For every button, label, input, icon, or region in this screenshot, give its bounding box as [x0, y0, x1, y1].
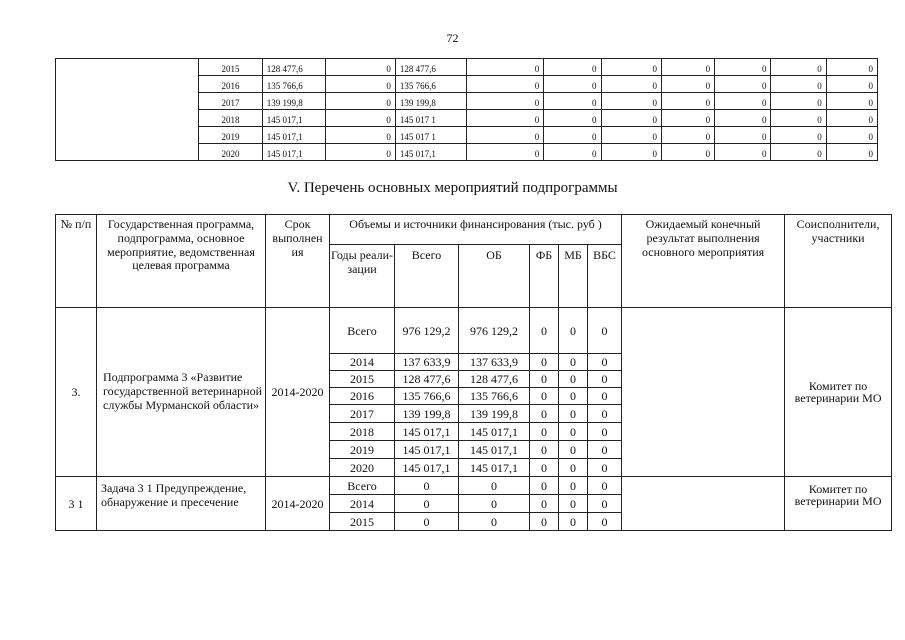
- continuation-zero: 0: [544, 76, 601, 93]
- sp-fb: 0: [530, 388, 559, 405]
- continuation-zero: 0: [715, 76, 771, 93]
- continuation-zero: 0: [715, 59, 771, 76]
- task-year: 2015: [330, 513, 395, 531]
- sp-mb: 0: [559, 405, 588, 423]
- continuation-row: [56, 59, 878, 76]
- continuation-table: [55, 58, 878, 161]
- sp-total: 137 633,9: [395, 354, 459, 371]
- activities-table: [55, 214, 892, 531]
- header-vbs: ВБС: [588, 245, 622, 308]
- sp-vbs: 0: [588, 459, 622, 477]
- sp-ob: 976 129,2: [459, 308, 530, 354]
- continuation-zero: 0: [467, 59, 544, 76]
- continuation-year: 2020: [199, 144, 262, 161]
- task-fb: 0: [530, 513, 559, 531]
- continuation-zero: 0: [715, 93, 771, 110]
- task-vbs: 0: [588, 477, 622, 495]
- sp-fb: 0: [530, 308, 559, 354]
- continuation-zero: 0: [715, 110, 771, 127]
- task-year: Всего: [330, 477, 395, 495]
- continuation-col: 0: [326, 59, 396, 76]
- continuation-ob: 128 477,6: [395, 59, 467, 76]
- sp-total: 145 017,1: [395, 423, 459, 441]
- continuation-zero: 0: [661, 76, 714, 93]
- task-total: 0: [395, 495, 459, 513]
- continuation-col: 0: [326, 93, 396, 110]
- continuation-zero: 0: [467, 110, 544, 127]
- continuation-ob: 145 017 1: [395, 110, 467, 127]
- task-vbs: 0: [588, 513, 622, 531]
- sp-vbs: 0: [588, 308, 622, 354]
- continuation-zero: 0: [826, 59, 877, 76]
- sp-mb: 0: [559, 354, 588, 371]
- sp-vbs: 0: [588, 388, 622, 405]
- task-total: 0: [395, 477, 459, 495]
- task-result: [622, 477, 785, 531]
- continuation-zero: 0: [544, 127, 601, 144]
- continuation-zero: 0: [771, 110, 826, 127]
- continuation-zero: 0: [601, 110, 661, 127]
- task-ob: 0: [459, 513, 530, 531]
- continuation-zero: 0: [826, 144, 877, 161]
- task-mb: 0: [559, 477, 588, 495]
- sp-total: 976 129,2: [395, 308, 459, 354]
- continuation-total: 135 766,6: [262, 76, 325, 93]
- sp-ob: 128 477,6: [459, 371, 530, 388]
- sp-vbs: 0: [588, 423, 622, 441]
- continuation-ob: 145 017 1: [395, 127, 467, 144]
- continuation-zero: 0: [601, 144, 661, 161]
- subprogram-name: Подпрограмма 3 «Развитие государственной ветеринарной службы Мурманской области»: [97, 308, 266, 477]
- subprogram-num: 3.: [56, 308, 97, 477]
- header-num: № п/п: [56, 215, 97, 308]
- header-result: Ожидаемый конечный результат выполнения основного мероприятия: [622, 215, 785, 308]
- sp-vbs: 0: [588, 354, 622, 371]
- sp-fb: 0: [530, 441, 559, 459]
- continuation-zero: 0: [544, 93, 601, 110]
- sp-vbs: 0: [588, 405, 622, 423]
- header-term: Срок выполнен ия: [266, 215, 330, 308]
- header-total: Всего: [395, 245, 459, 308]
- header-coexecutors: Соисполнители, участники: [785, 215, 892, 308]
- continuation-col: 0: [326, 76, 396, 93]
- continuation-zero: 0: [467, 76, 544, 93]
- continuation-zero: 0: [661, 127, 714, 144]
- sp-mb: 0: [559, 371, 588, 388]
- continuation-zero: 0: [661, 59, 714, 76]
- subprogram-term: 2014-2020: [266, 308, 330, 477]
- continuation-col: 0: [326, 144, 396, 161]
- sp-mb: 0: [559, 423, 588, 441]
- sp-year: 2020: [330, 459, 395, 477]
- task-ob: 0: [459, 477, 530, 495]
- task-num: 3 1: [56, 477, 97, 531]
- header-funding: Объемы и источники финансирования (тыс. руб ): [330, 215, 622, 245]
- sp-year: 2019: [330, 441, 395, 459]
- header-mb: МБ: [559, 245, 588, 308]
- continuation-zero: 0: [826, 110, 877, 127]
- task-total: 0: [395, 513, 459, 531]
- header-fb: ФБ: [530, 245, 559, 308]
- task-vbs: 0: [588, 495, 622, 513]
- continuation-zero: 0: [771, 59, 826, 76]
- sp-fb: 0: [530, 405, 559, 423]
- continuation-zero: 0: [715, 127, 771, 144]
- continuation-zero: 0: [661, 110, 714, 127]
- task-year: 2014: [330, 495, 395, 513]
- sp-total: 135 766,6: [395, 388, 459, 405]
- continuation-zero: 0: [467, 127, 544, 144]
- sp-vbs: 0: [588, 371, 622, 388]
- continuation-ob: 139 199,8: [395, 93, 467, 110]
- sp-ob: 145 017,1: [459, 459, 530, 477]
- continuation-year: 2019: [199, 127, 262, 144]
- sp-fb: 0: [530, 459, 559, 477]
- continuation-zero: 0: [826, 76, 877, 93]
- continuation-year: 2016: [199, 76, 262, 93]
- continuation-total: 139 199,8: [262, 93, 325, 110]
- continuation-year: 2017: [199, 93, 262, 110]
- sp-fb: 0: [530, 423, 559, 441]
- subprogram-coexecutors: Комитет по ветеринарии МО: [785, 308, 892, 477]
- task-coexecutors: Комитет по ветеринарии МО: [785, 477, 892, 531]
- continuation-total: 145 017,1: [262, 127, 325, 144]
- continuation-zero: 0: [601, 93, 661, 110]
- continuation-zero: 0: [771, 93, 826, 110]
- sp-vbs: 0: [588, 441, 622, 459]
- continuation-col: 0: [326, 127, 396, 144]
- continuation-zero: 0: [601, 127, 661, 144]
- task-fb: 0: [530, 477, 559, 495]
- sp-year: 2016: [330, 388, 395, 405]
- page-number: 72: [446, 31, 459, 45]
- task-term: 2014-2020: [266, 477, 330, 531]
- header-ob: ОБ: [459, 245, 530, 308]
- continuation-zero: 0: [467, 144, 544, 161]
- sp-year: 2015: [330, 371, 395, 388]
- sp-fb: 0: [530, 371, 559, 388]
- continuation-total: 128 477,6: [262, 59, 325, 76]
- continuation-zero: 0: [661, 144, 714, 161]
- continuation-total: 145 017,1: [262, 110, 325, 127]
- sp-mb: 0: [559, 388, 588, 405]
- header-program: Государственная программа, подпрограмма, основное мероприятие, ведомственная целевая программа: [97, 215, 266, 308]
- sp-ob: 145 017,1: [459, 441, 530, 459]
- task-name: Задача 3 1 Предупреждение, обнаружение и пресечение: [97, 477, 266, 531]
- sp-ob: 139 199,8: [459, 405, 530, 423]
- continuation-zero: 0: [544, 144, 601, 161]
- sp-total: 145 017,1: [395, 441, 459, 459]
- sp-ob: 137 633,9: [459, 354, 530, 371]
- sp-total: 128 477,6: [395, 371, 459, 388]
- continuation-zero: 0: [544, 59, 601, 76]
- sp-year: 2014: [330, 354, 395, 371]
- continuation-zero: 0: [601, 76, 661, 93]
- header-years: Годы реали-зации: [330, 245, 395, 308]
- sp-year: Всего: [330, 308, 395, 354]
- task-fb: 0: [530, 495, 559, 513]
- task-ob: 0: [459, 495, 530, 513]
- sp-mb: 0: [559, 459, 588, 477]
- continuation-zero: 0: [661, 93, 714, 110]
- continuation-blank-cell: [56, 59, 199, 161]
- continuation-zero: 0: [544, 110, 601, 127]
- continuation-zero: 0: [771, 144, 826, 161]
- sp-mb: 0: [559, 308, 588, 354]
- sp-total: 139 199,8: [395, 405, 459, 423]
- task-mb: 0: [559, 513, 588, 531]
- sp-year: 2017: [330, 405, 395, 423]
- continuation-zero: 0: [467, 93, 544, 110]
- continuation-zero: 0: [715, 144, 771, 161]
- continuation-zero: 0: [771, 127, 826, 144]
- continuation-zero: 0: [771, 76, 826, 93]
- sp-year: 2018: [330, 423, 395, 441]
- task-mb: 0: [559, 495, 588, 513]
- continuation-zero: 0: [601, 59, 661, 76]
- sp-ob: 135 766,6: [459, 388, 530, 405]
- sp-ob: 145 017,1: [459, 423, 530, 441]
- subprogram-result: [622, 308, 785, 477]
- continuation-year: 2015: [199, 59, 262, 76]
- continuation-total: 145 017,1: [262, 144, 325, 161]
- continuation-ob: 145 017,1: [395, 144, 467, 161]
- continuation-zero: 0: [826, 127, 877, 144]
- continuation-ob: 135 766,6: [395, 76, 467, 93]
- sp-fb: 0: [530, 354, 559, 371]
- section-title: V. Перечень основных мероприятий подпрограммы: [287, 180, 618, 196]
- continuation-zero: 0: [826, 93, 877, 110]
- sp-total: 145 017,1: [395, 459, 459, 477]
- continuation-year: 2018: [199, 110, 262, 127]
- sp-mb: 0: [559, 441, 588, 459]
- continuation-col: 0: [326, 110, 396, 127]
